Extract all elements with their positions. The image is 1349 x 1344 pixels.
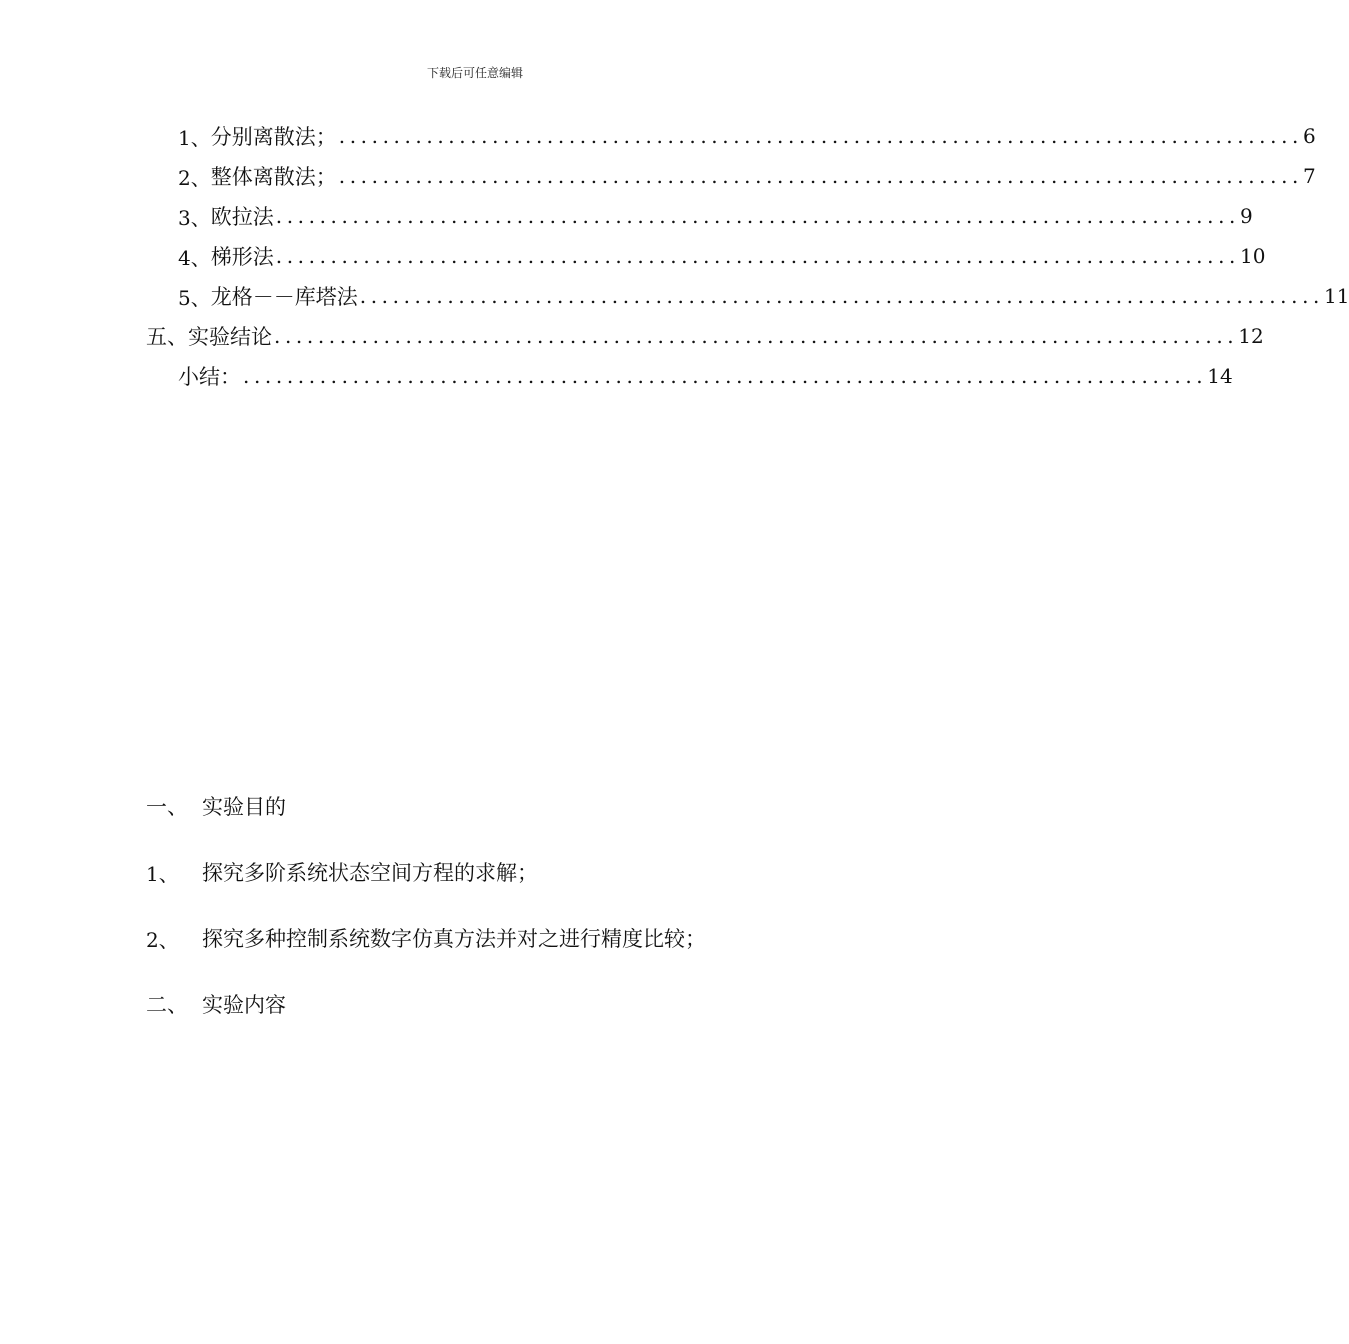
toc-dot-leader: ........................................................................................ (359, 284, 1324, 308)
toc-entry[interactable] (178, 156, 1316, 196)
toc-entry-page: 12 (1238, 324, 1264, 348)
list-item-text: 探究多种控制系统数字仿真方法并对之进行精度比较； (202, 927, 706, 951)
list-item-number: 1、 (146, 861, 179, 886)
section-title: 实验内容 (202, 993, 286, 1017)
section-heading (146, 984, 286, 1024)
list-item-text: 探究多阶系统状态空间方程的求解； (202, 861, 538, 885)
toc-entry-page: 10 (1240, 244, 1266, 268)
toc-entry[interactable] (178, 196, 1253, 236)
toc-entry-number: 1、 (178, 125, 211, 150)
toc-entry[interactable] (146, 316, 1264, 356)
toc-entry-number: 2、 (178, 165, 211, 190)
toc-entry-page: 14 (1207, 364, 1233, 388)
page-header: 下载后可任意编辑 (426, 66, 523, 80)
toc-entry-page: 9 (1240, 204, 1253, 228)
toc-entry-title: 龙格－－库塔法 (210, 285, 358, 309)
toc-dot-leader: ........................................................................................ (275, 204, 1240, 228)
section-heading (146, 786, 286, 826)
section-number: 一、 (146, 795, 188, 819)
toc-entry[interactable] (178, 116, 1316, 156)
toc-dot-leader: ........................................................................................ (274, 324, 1239, 348)
section-title: 实验目的 (202, 795, 286, 819)
toc-entry-title: 欧拉法 (210, 205, 274, 229)
toc-entry-number: 4、 (178, 245, 211, 270)
toc-entry-title: 梯形法 (210, 245, 274, 269)
toc-entry-title: 分别离散法； (210, 125, 337, 149)
toc-entry-number: 3、 (178, 205, 211, 230)
toc-entry-title: 小结： (178, 365, 241, 389)
toc-dot-leader: ........................................................................................ (338, 124, 1303, 148)
toc-dot-leader: ........................................................................................ (275, 244, 1240, 268)
toc-entry-title: 整体离散法； (210, 165, 337, 189)
list-item (146, 852, 538, 892)
list-item (146, 918, 706, 958)
section-number: 二、 (146, 993, 188, 1017)
toc-dot-leader: ........................................................................................ (243, 364, 1208, 388)
list-item-number: 2、 (146, 927, 179, 952)
toc-entry-page: 6 (1303, 124, 1316, 148)
toc-entry-page: 7 (1303, 164, 1316, 188)
toc-entry-number: 五、 (146, 325, 188, 349)
toc-entry[interactable] (178, 356, 1233, 396)
toc-dot-leader: ........................................................................................ (338, 164, 1303, 188)
toc-entry-page: 11 (1324, 284, 1349, 308)
toc-entry-number: 5、 (178, 285, 211, 310)
toc-entry[interactable] (178, 276, 1349, 316)
toc-entry[interactable] (178, 236, 1266, 276)
toc-entry-title: 实验结论 (188, 325, 272, 349)
